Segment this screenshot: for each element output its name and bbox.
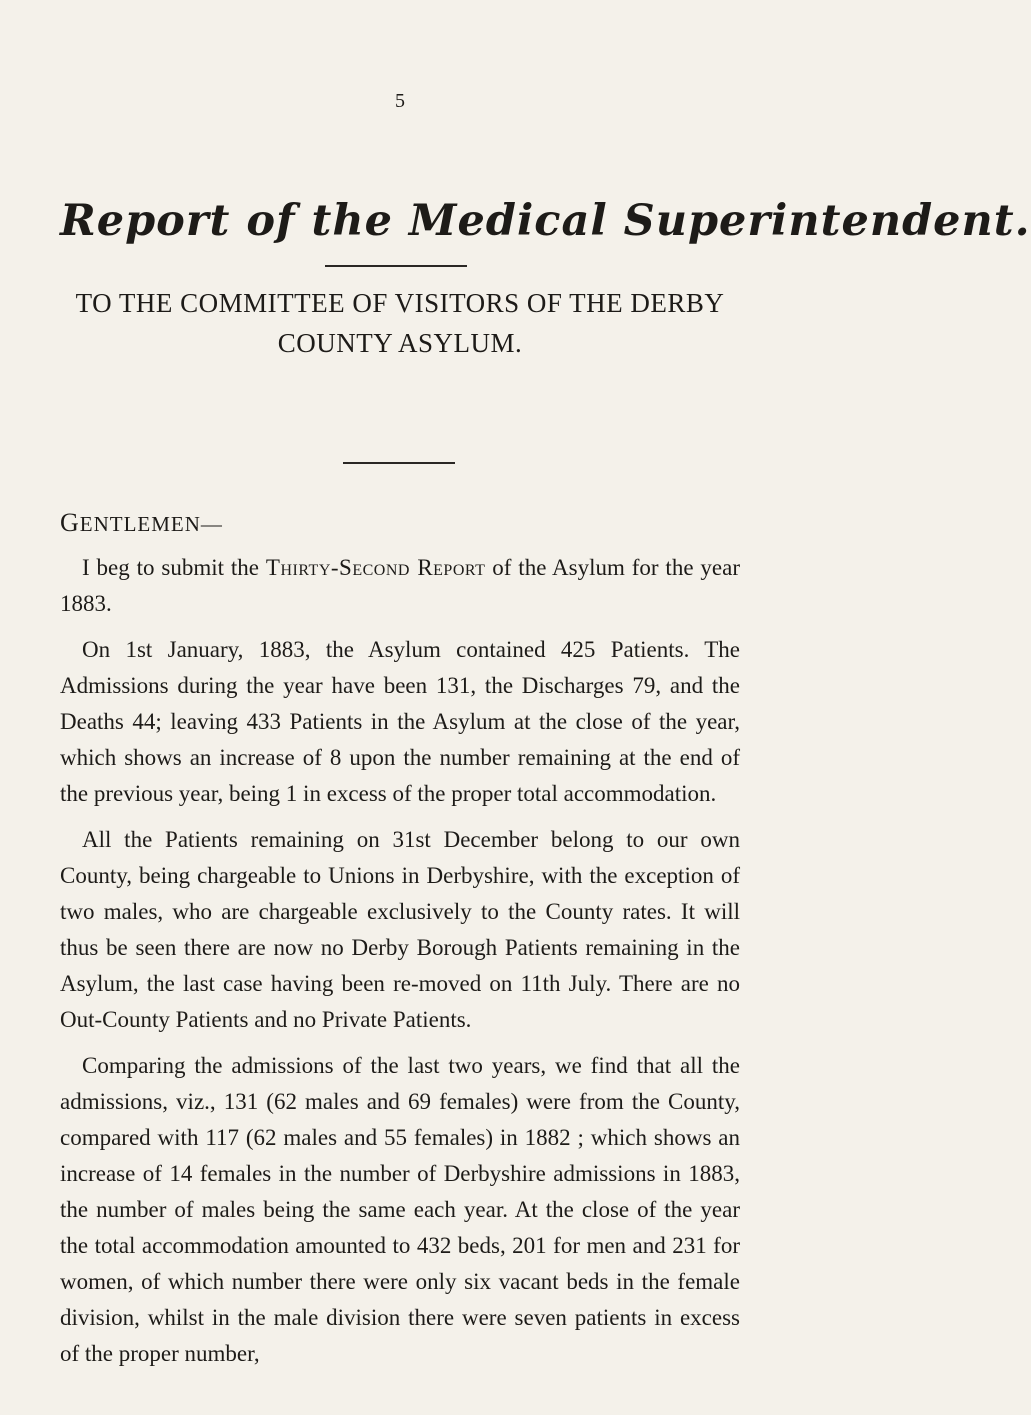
address-line-1: TO THE COMMITTEE OF VISITORS OF THE DERBY: [75, 288, 725, 318]
address-block: [60, 283, 740, 363]
salutation-rest: ENTLEMEN—: [79, 512, 223, 536]
salutation: [60, 508, 223, 538]
divider-rule: [325, 265, 467, 267]
divider-rule: [343, 462, 455, 464]
page-number: 5: [395, 90, 405, 112]
report-body: [60, 550, 740, 1382]
paragraph-1-text-b: of the Asylum for the year 1883.: [60, 555, 740, 616]
report-title-smallcaps: Thirty-Second Report: [265, 555, 486, 580]
paragraph-4: Comparing the admissions of the last two years, we find that all the admissions, viz., 131 (62 males and 69 females) were from the County, compared with 117 (62 males and 55 females) in 1882 ; which shows an increase of 14 females in the number of Derbyshire admissions in 1883, the number of males being the same each year. At the close of the year the total accommodation amounted to 432 beds, 201 for men and 231 for women, of which number there were only six vacant beds in the female division, whilst in the male division there were seven patients in excess of the proper number,: [60, 1053, 740, 1366]
paragraph-1-text-a: I beg to submit the: [82, 555, 266, 580]
salutation-initial: G: [60, 508, 80, 537]
paragraph-2: On 1st January, 1883, the Asylum contained 425 Patients. The Admissions during the year have been 131, the Discharges 79, and the Deaths 44; leaving 433 Patients in the Asylum at the close of the year, which shows an increase of 8 upon the number remaining at the end of the previous year, being 1 in excess of the proper total accommodation.: [60, 637, 740, 806]
report-heading: Report of the Medical Superintendent.: [60, 196, 1031, 246]
address-line-2: COUNTY ASYLUM.: [277, 328, 523, 358]
paragraph-1: [60, 550, 740, 622]
paragraph-3: All the Patients remaining on 31st December belong to our own County, being chargeable to Unions in Derbyshire, with the exception of two males, who are chargeable exclusively to the County rates. It will thus be seen there are now no Derby Borough Patients remaining in the Asylum, the last case having been re-moved on 11th July. There are no Out-County Patients and no Private Patients.: [60, 827, 740, 1032]
